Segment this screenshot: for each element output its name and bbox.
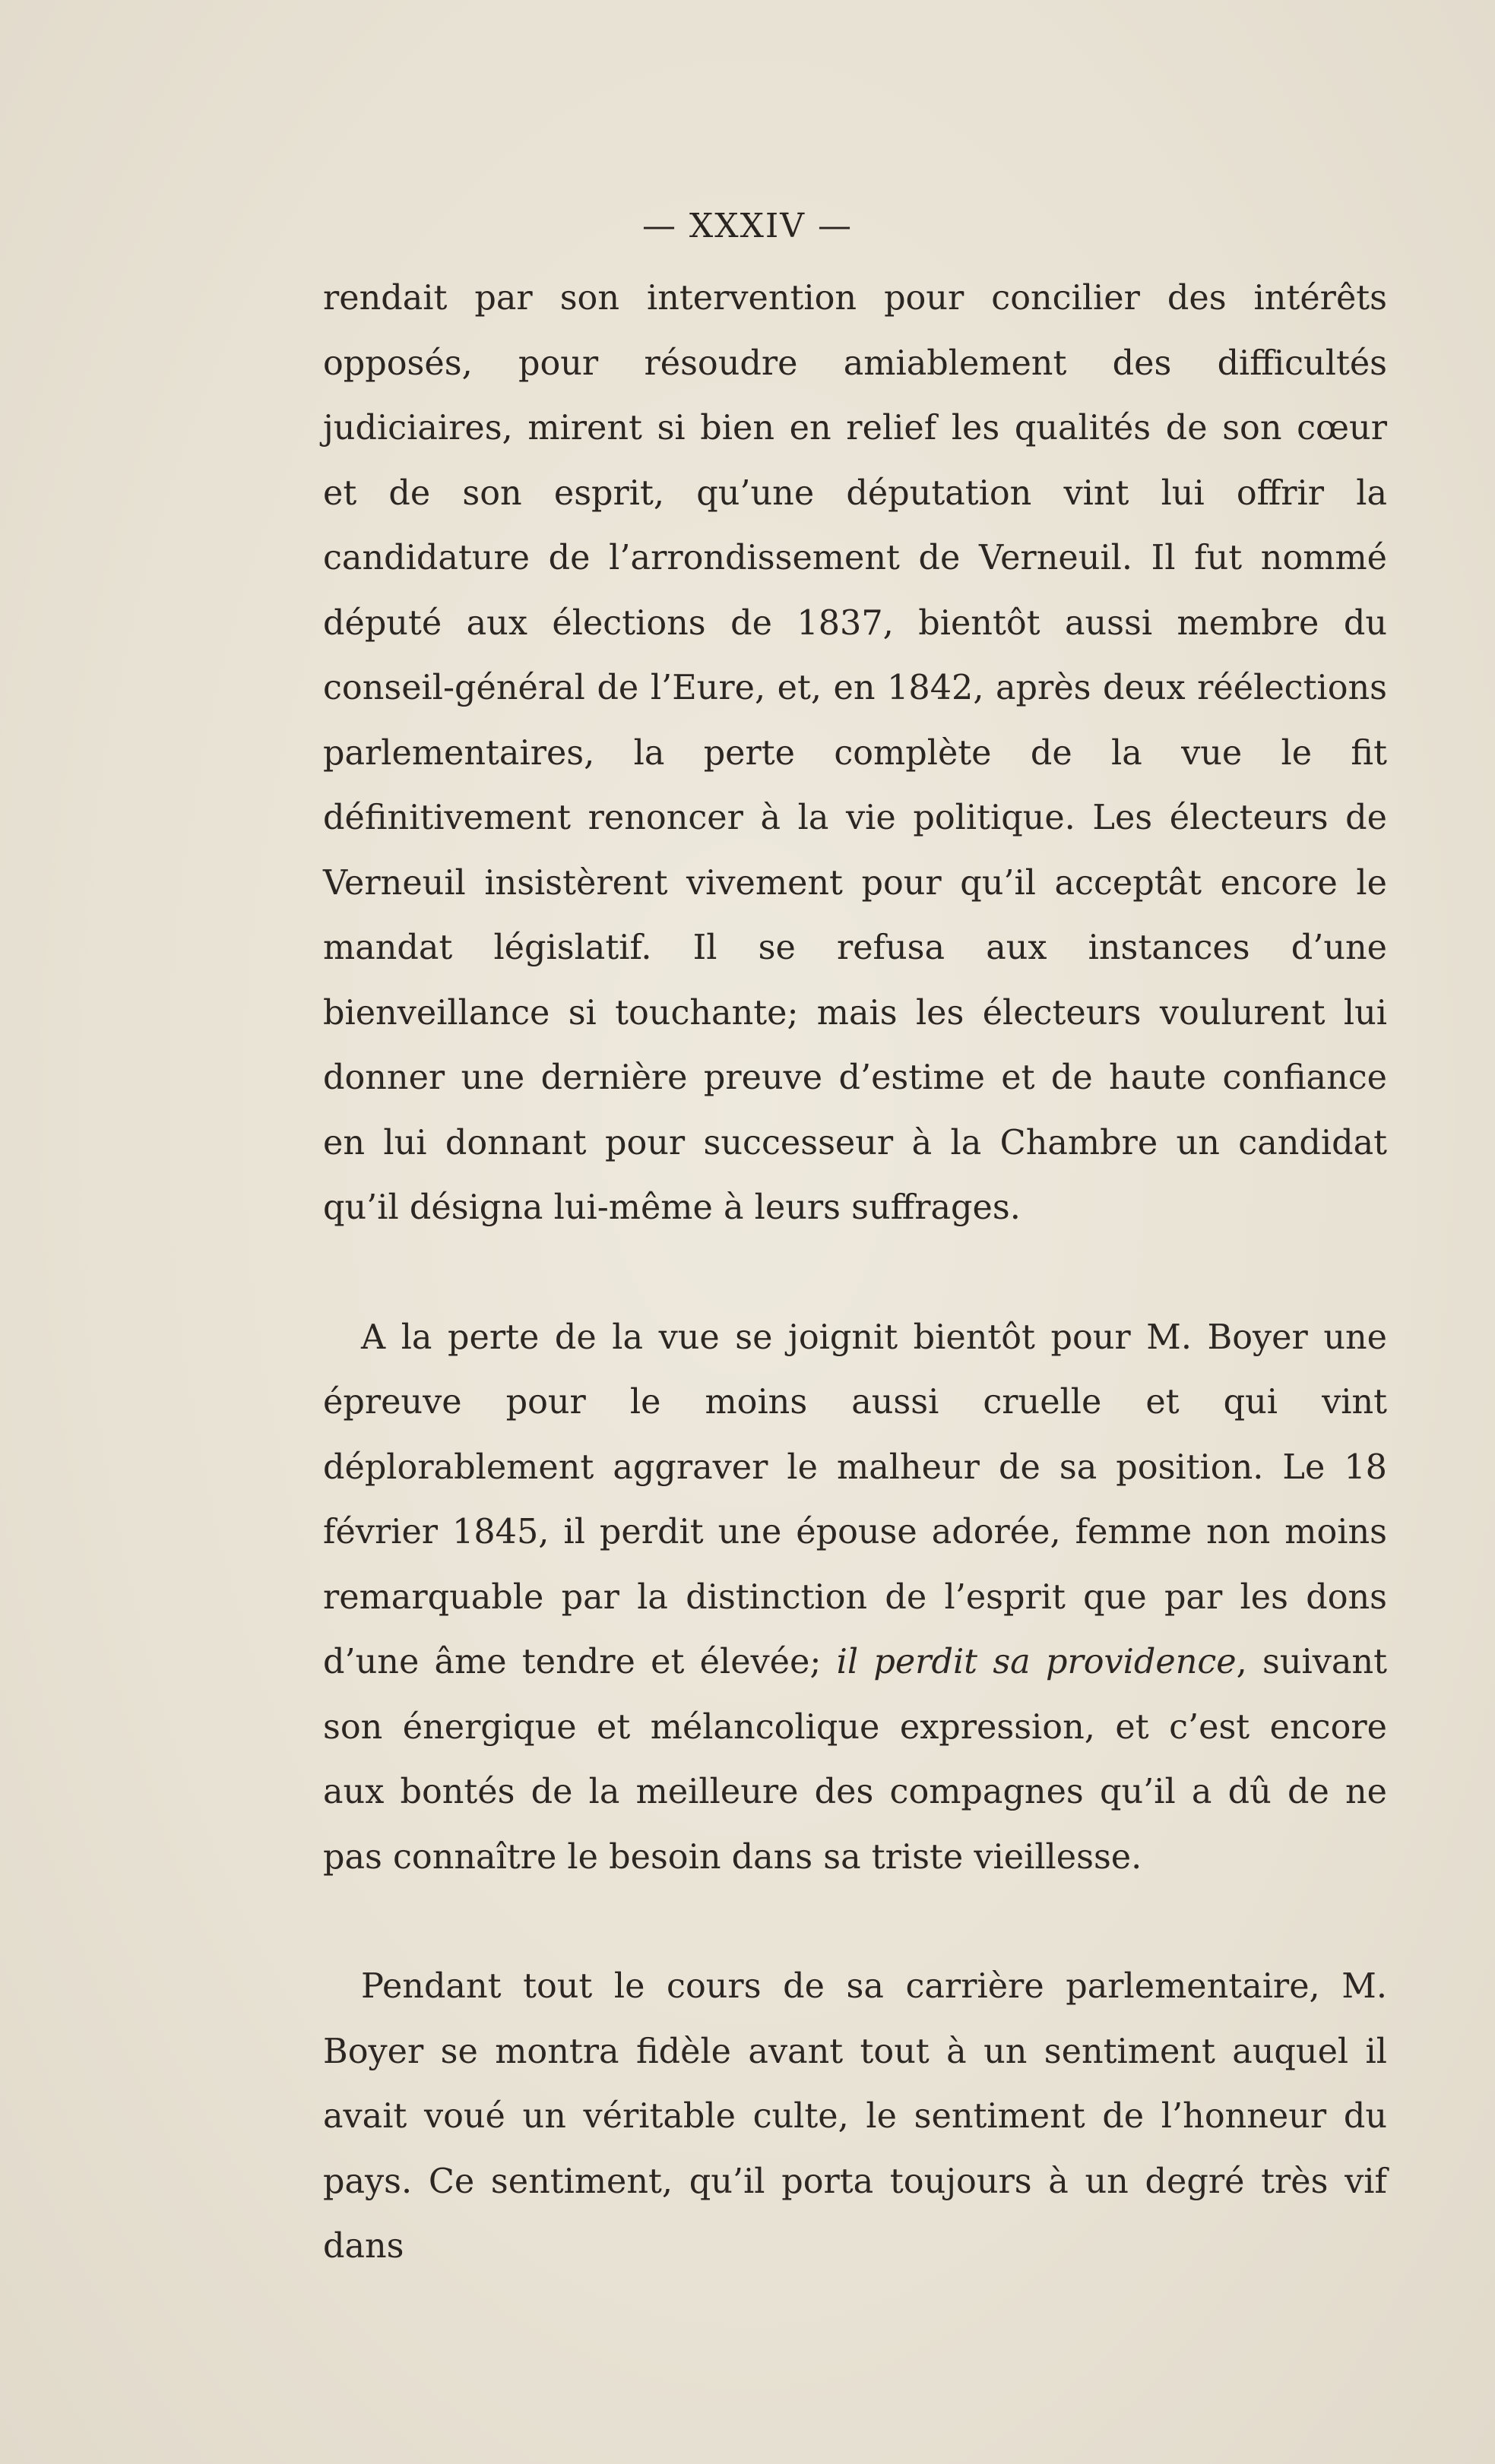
page-number-header: — XXXIV — (641, 207, 854, 245)
paragraph-2-text-before: A la perte de la vue se joignit bientôt pour M. Boyer une épreuve pour le moins aussi cruelle et qui vint déplorablement aggraver le malheur de sa position. Le 18 février 1845, il perdit une épouse adorée, femme non moins remarquable par la distinction de l’esprit que par les dons d’une âme tendre et élevée; (323, 1317, 1387, 1681)
paragraph-1: rendait par son intervention pour concilier des intérêts opposés, pour résoudre amiablement des difficultés judiciaires, mirent si bien en relief les qualités de son cœur et de son esprit, qu’une députation vint lui offrir la candidature de l’arrondissement de Verneuil. Il fut nommé député aux élections de 1837, bientôt aussi membre du conseil-général de l’Eure, et, en 1842, après deux réélections parlementaires, la perte complète de la vue le fit définitivement renoncer à la vie politique. Les électeurs de Verneuil insistèrent vivement pour qu’il acceptât encore le mandat législatif. Il se refusa aux instances d’une bienveillance si touchante; mais les électeurs voulurent lui donner une dernière preuve d’estime et de haute confiance en lui donnant pour successeur à la Chambre un candidat qu’il désigna lui-même à leurs suffrages. (323, 279, 1387, 1227)
paragraph-2 (323, 1305, 1387, 1890)
paragraph-3: Pendant tout le cours de sa carrière parlementaire, M. Boyer se montra fidèle avant tout à un sentiment auquel il avait voué un véritable culte, le sentiment de l’honneur du pays. Ce sentiment, qu’il porta toujours à un degré très vif dans (323, 1967, 1387, 2266)
body-text (323, 266, 1387, 2279)
italic-quote: il perdit sa providence (836, 1643, 1237, 1681)
paragraph-2-text-after: , suivant son énergique et mélancolique expression, et c’est encore aux bontés de la meilleure des compagnes qu’il a dû de ne pas connaître le besoin dans sa triste vieillesse. (323, 1643, 1388, 1877)
